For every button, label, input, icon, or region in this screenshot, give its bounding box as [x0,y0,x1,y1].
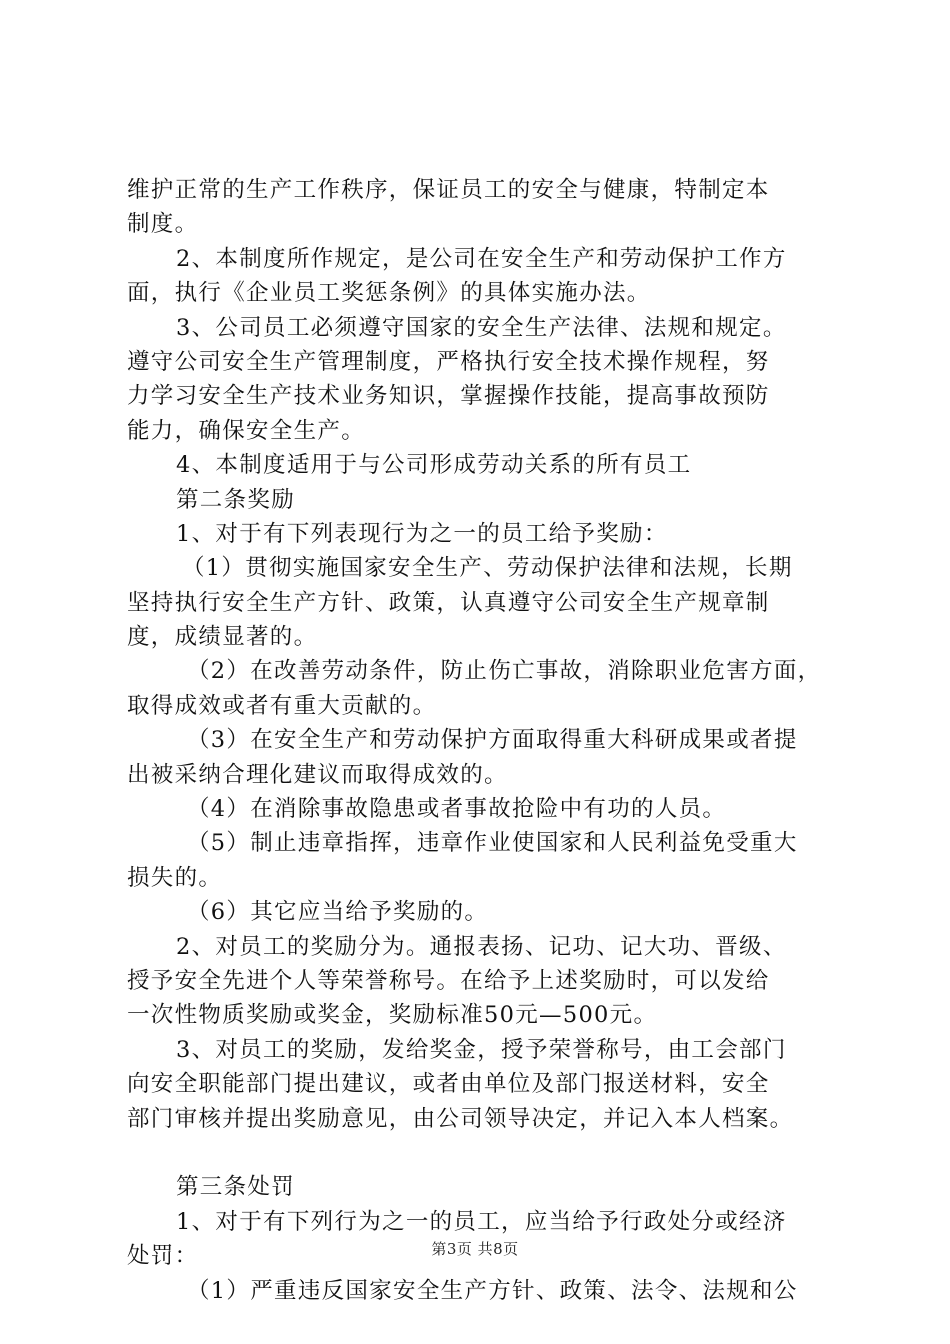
text-line: 取得成效或者有重大贡献的。 [127,692,437,719]
text-line: 部门审核并提出奖励意见，由公司领导决定，并记入本人档案。 [127,1105,794,1132]
text-line: 3、公司员工必须遵守国家的安全生产法律、法规和规定。 [176,314,787,341]
text-line: 一次性物质奖励或奖金，奖励标准50元—500元。 [127,1002,658,1029]
text-line: （2）在改善劳动条件，防止伤亡事故，消除职业危害方面， [187,658,822,685]
text-line: （4）在消除事故隐患或者事故抢险中有功的人员。 [187,796,727,823]
text-line: 2、对员工的奖励分为。通报表扬、记功、记大功、晋级、 [176,933,787,960]
section-heading: 第二条奖励 [176,486,296,513]
text-line: 出被采纳合理化建议而取得成效的。 [127,761,508,788]
text-line: （1）贯彻实施国家安全生产、劳动保护法律和法规，长期 [182,555,793,582]
text-line: （5）制止违章指挥，违章作业使国家和人民利益免受重大 [187,830,798,857]
text-line: 维护正常的生产工作秩序，保证员工的安全与健康，特制定本 [127,177,770,203]
text-line: （3）在安全生产和劳动保护方面取得重大科研成果或者提 [187,727,798,754]
blank-line [127,1136,847,1170]
text-line: 4、本制度适用于与公司形成劳动关系的所有员工 [176,452,692,479]
text-line: 3、对员工的奖励，发给奖金，授予荣誉称号，由工会部门 [176,1036,787,1063]
text-line: 向安全职能部门提出建议，或者由单位及部门报送材料，安全 [127,1071,770,1098]
text-line: 制度。 [127,211,199,238]
section-heading: 第三条处罚 [176,1174,296,1201]
text-line: 授予安全先进个人等荣誉称号。在给予上述奖励时，可以发给 [127,967,770,994]
text-line: 能力，确保安全生产。 [127,417,366,444]
document-body [127,173,847,1308]
text-line: 度，成绩显著的。 [127,624,318,651]
text-line: 2、本制度所作规定，是公司在安全生产和劳动保护工作方 [176,245,787,272]
page-number-footer: 第3页 共8页 [431,1240,519,1258]
text-line: 损失的。 [127,864,223,891]
text-line: 1、对于有下列行为之一的员工，应当给予行政处分或经济 [176,1208,787,1235]
text-line: 面，执行《企业员工奖惩条例》的具体实施办法。 [127,280,651,307]
text-line: 坚持执行安全生产方针、政策，认真遵守公司安全生产规章制 [127,589,770,616]
text-line: 处罚： [127,1243,199,1270]
text-line: 1、对于有下列表现行为之一的员工给予奖励： [176,520,668,547]
text-line: （1）严重违反国家安全生产方针、政策、法令、法规和公 [187,1277,798,1304]
text-line: 力学习安全生产技术业务知识，掌握操作技能，提高事故预防 [127,383,770,410]
text-line: （6）其它应当给予奖励的。 [187,899,489,926]
text-line: 遵守公司安全生产管理制度，严格执行安全技术操作规程，努 [127,348,770,375]
